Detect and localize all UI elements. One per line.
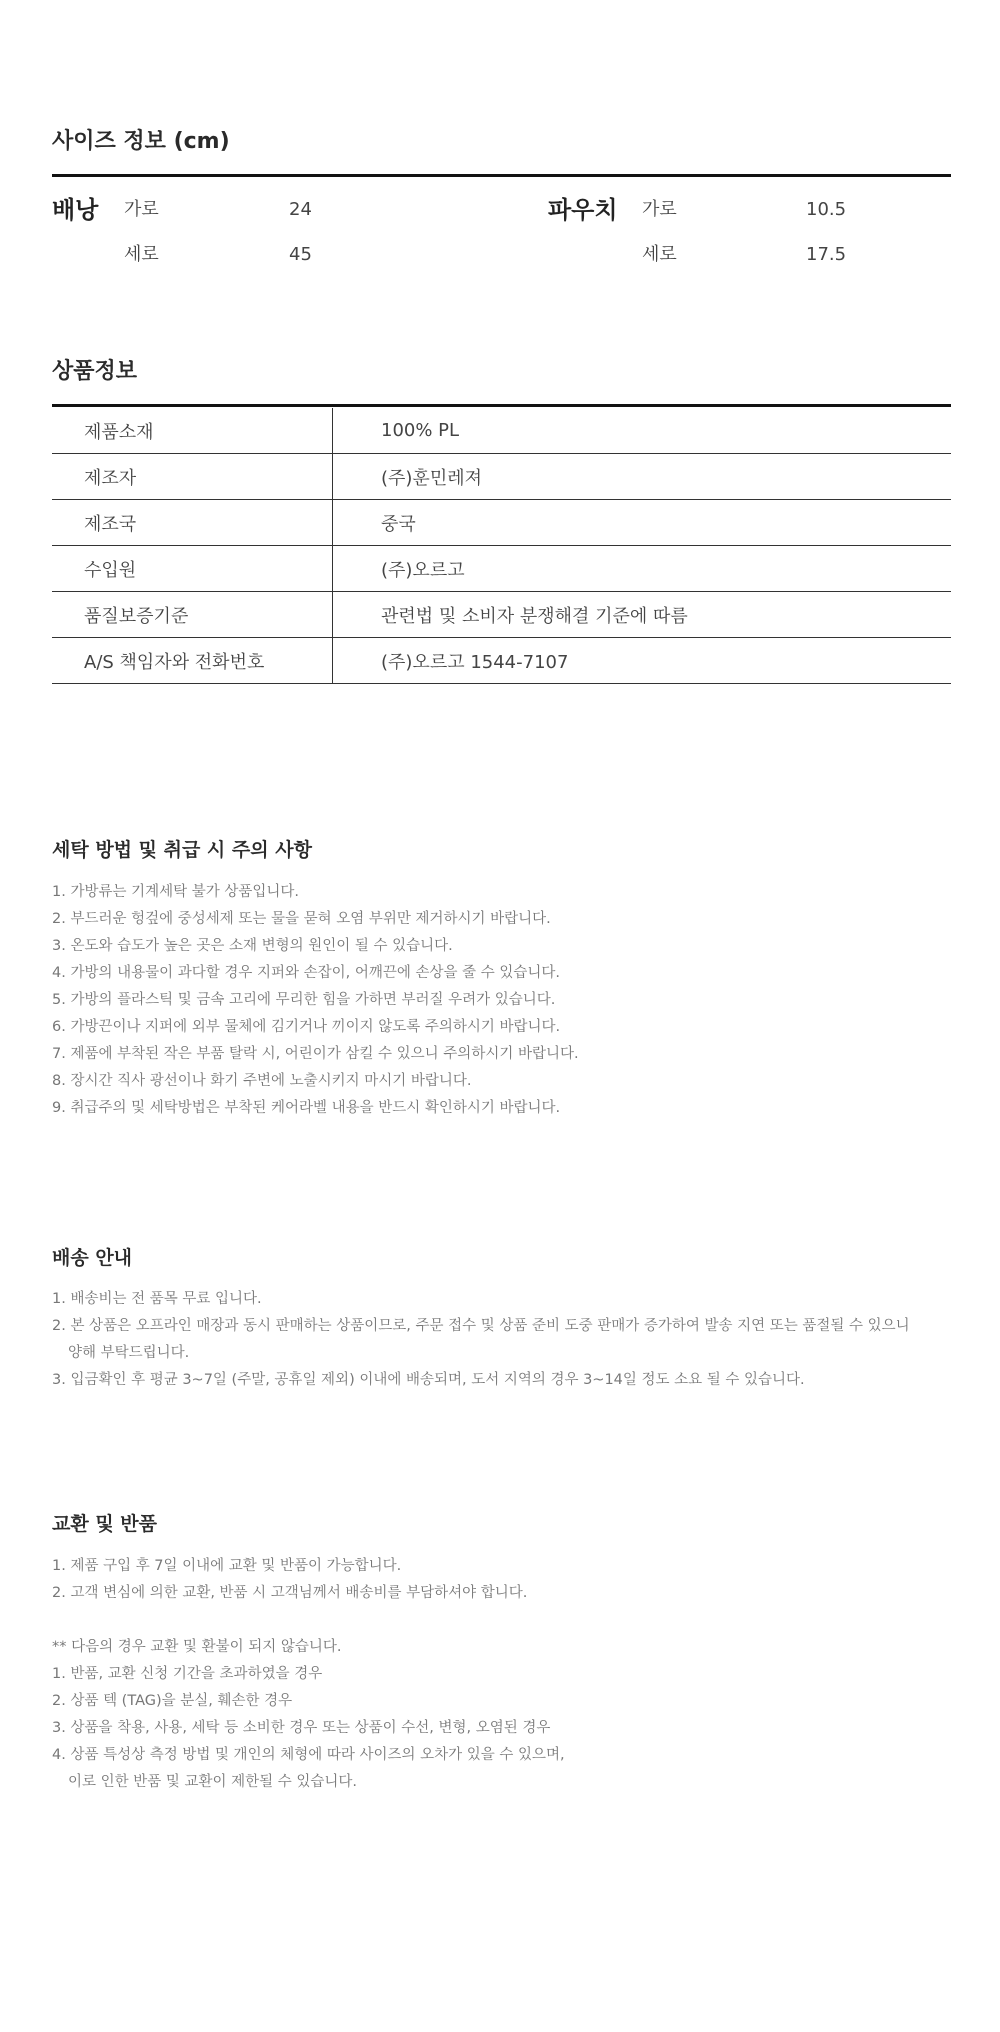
table-value: 중국 bbox=[333, 500, 952, 546]
list-item: 1. 배송비는 전 품목 무료 입니다. bbox=[52, 1291, 262, 1307]
care-list bbox=[52, 879, 579, 1122]
list-item: 2. 고객 변심에 의한 교환, 반품 시 고객님께서 배송비를 부담하셔야 합니다. bbox=[52, 1585, 528, 1601]
list-item: 1. 가방류는 기계세탁 불가 상품입니다. bbox=[52, 884, 299, 900]
list-item: 3. 입금확인 후 평균 3~7일 (주말, 공휴일 제외) 이내에 배송되며, 도서 지역의 경우 3~14일 정도 소요 될 수 있습니다. bbox=[52, 1372, 805, 1388]
returns-list bbox=[52, 1553, 565, 1796]
table-row bbox=[52, 500, 951, 546]
list-item: 1. 반품, 교환 신청 기간을 초과하였을 경우 bbox=[52, 1666, 323, 1682]
size-label: 가로 bbox=[642, 199, 677, 220]
size-item-name-pouch: 파우치 bbox=[548, 196, 618, 224]
size-value: 24 bbox=[289, 199, 312, 220]
list-item: 7. 제품에 부착된 작은 부품 탈락 시, 어린이가 삼킬 수 있으니 주의하시기 바랍니다. bbox=[52, 1046, 579, 1062]
table-row bbox=[52, 408, 951, 454]
size-value: 17.5 bbox=[806, 244, 847, 265]
table-key: 제조자 bbox=[52, 454, 333, 500]
list-item: 3. 상품을 착용, 사용, 세탁 등 소비한 경우 또는 상품이 수선, 변형, 오염된 경우 bbox=[52, 1720, 551, 1736]
size-item-name-backpack: 배낭 bbox=[52, 196, 99, 224]
list-item: ** 다음의 경우 교환 및 환불이 되지 않습니다. bbox=[52, 1639, 342, 1655]
size-row bbox=[0, 240, 1000, 270]
table-key: A/S 책임자와 전화번호 bbox=[52, 638, 333, 684]
returns-title: 교환 및 반품 bbox=[52, 1513, 157, 1535]
size-value: 45 bbox=[289, 244, 312, 265]
size-label: 가로 bbox=[124, 199, 159, 220]
list-item: 3. 온도와 습도가 높은 곳은 소재 변형의 원인이 될 수 있습니다. bbox=[52, 938, 453, 954]
list-item: 9. 취급주의 및 세탁방법은 부착된 케어라벨 내용을 반드시 확인하시기 바랍니다. bbox=[52, 1100, 561, 1116]
list-item: 2. 본 상품은 오프라인 매장과 동시 판매하는 상품이므로, 주문 접수 및 상품 준비 도중 판매가 증가하여 발송 지연 또는 품절될 수 있으니 bbox=[52, 1318, 910, 1334]
table-row bbox=[52, 592, 951, 638]
product-info-rule bbox=[52, 404, 951, 407]
size-value: 10.5 bbox=[806, 199, 847, 220]
table-value: (주)오르고 bbox=[333, 546, 952, 592]
list-item: 4. 가방의 내용물이 과다할 경우 지퍼와 손잡이, 어깨끈에 손상을 줄 수 있습니다. bbox=[52, 965, 560, 981]
table-value: (주)오르고 1544-7107 bbox=[333, 638, 952, 684]
list-item: 4. 상품 특성상 측정 방법 및 개인의 체형에 따라 사이즈의 오차가 있을 수 있으며, bbox=[52, 1747, 565, 1763]
list-item: 8. 장시간 직사 광선이나 화기 주변에 노출시키지 마시기 바랍니다. bbox=[52, 1073, 472, 1089]
table-value: (주)훈민레져 bbox=[333, 454, 952, 500]
list-item: 이로 인한 반품 및 교환이 제한될 수 있습니다. bbox=[68, 1774, 357, 1790]
table-row bbox=[52, 454, 951, 500]
list-item: 1. 제품 구입 후 7일 이내에 교환 및 반품이 가능합니다. bbox=[52, 1558, 402, 1574]
list-item: 양해 부탁드립니다. bbox=[68, 1345, 190, 1361]
list-spacer bbox=[52, 1607, 565, 1634]
table-key: 수입원 bbox=[52, 546, 333, 592]
product-info-table bbox=[52, 408, 951, 684]
list-item: 5. 가방의 플라스틱 및 금속 고리에 무리한 힘을 가하면 부러질 우려가 있습니다. bbox=[52, 992, 556, 1008]
size-row bbox=[0, 195, 1000, 225]
table-key: 제품소재 bbox=[52, 408, 333, 454]
table-value: 100% PL bbox=[333, 408, 952, 454]
table-row bbox=[52, 546, 951, 592]
list-item: 6. 가방끈이나 지퍼에 외부 물체에 김기거나 끼이지 않도록 주의하시기 바랍니다. bbox=[52, 1019, 561, 1035]
list-item: 2. 부드러운 헝겊에 중성세제 또는 물을 묻혀 오염 부위만 제거하시기 바랍니다. bbox=[52, 911, 551, 927]
size-info-title: 사이즈 정보 (cm) bbox=[52, 129, 230, 154]
product-info-title: 상품정보 bbox=[52, 359, 138, 384]
table-key: 제조국 bbox=[52, 500, 333, 546]
list-item: 2. 상품 텍 (TAG)을 분실, 훼손한 경우 bbox=[52, 1693, 293, 1709]
shipping-title: 배송 안내 bbox=[52, 1247, 133, 1269]
size-label: 세로 bbox=[642, 244, 677, 265]
shipping-list bbox=[52, 1286, 910, 1394]
care-title: 세탁 방법 및 취급 시 주의 사항 bbox=[52, 839, 312, 861]
table-key: 품질보증기준 bbox=[52, 592, 333, 638]
size-label: 세로 bbox=[124, 244, 159, 265]
table-value: 관련법 및 소비자 분쟁해결 기준에 따름 bbox=[333, 592, 952, 638]
table-row bbox=[52, 638, 951, 684]
size-info-rule bbox=[52, 174, 951, 177]
